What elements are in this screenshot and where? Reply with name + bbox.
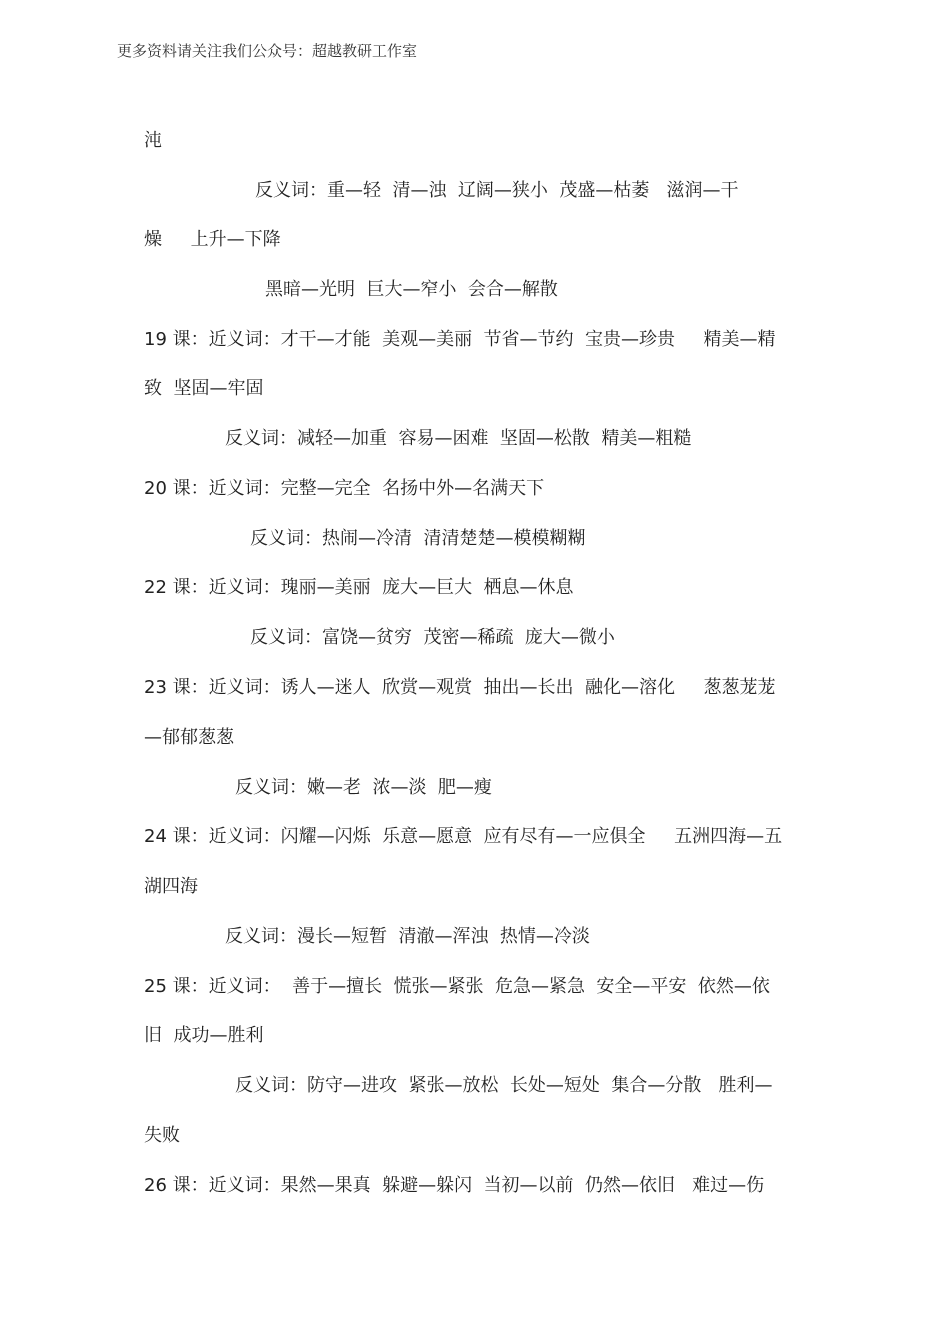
text-line: 反义词：重—轻 清—浊 辽阔—狭小 茂盛—枯萎 滋润—干 xyxy=(255,180,739,201)
text-line: 湖四海 xyxy=(144,876,198,897)
lesson-26-synonyms: 26 课：近义词：果然—果真 躲避—躲闪 当初—以前 仍然—依旧 难过—伤 xyxy=(144,1175,765,1196)
lesson-25-antonyms: 反义词：防守—进攻 紧张—放松 长处—短处 集合—分散 胜利— xyxy=(235,1075,773,1096)
lesson-22-synonyms: 22 课：近义词：瑰丽—美丽 庞大—巨大 栖息—休息 xyxy=(144,577,574,598)
lesson-24-synonyms: 24 课：近义词：闪耀—闪烁 乐意—愿意 应有尽有—一应俱全 五洲四海—五 xyxy=(144,826,783,847)
text-line: 旧 成功—胜利 xyxy=(144,1025,264,1046)
lesson-19-antonyms: 反义词：减轻—加重 容易—困难 坚固—松散 精美—粗糙 xyxy=(225,428,692,449)
text-line: 致 坚固—牢固 xyxy=(144,378,264,399)
text-line: 黑暗—光明 巨大—窄小 会合—解散 xyxy=(265,279,558,300)
text-line: —郁郁葱葱 xyxy=(144,727,234,748)
lesson-25-synonyms: 25 课：近义词： 善于—擅长 慌张—紧张 危急—紧急 安全—平安 依然—依 xyxy=(144,976,770,997)
lesson-23-antonyms: 反义词：嫩—老 浓—淡 肥—瘦 xyxy=(235,777,492,798)
lesson-20-synonyms: 20 课：近义词：完整—完全 名扬中外—名满天下 xyxy=(144,478,545,499)
text-line: 沌 xyxy=(144,130,162,151)
lesson-20-antonyms: 反义词：热闹—冷清 清清楚楚—模模糊糊 xyxy=(250,528,586,549)
lesson-24-antonyms: 反义词：漫长—短暂 清澈—浑浊 热情—冷淡 xyxy=(225,926,590,947)
lesson-23-synonyms: 23 课：近义词：诱人—迷人 欣赏—观赏 抽出—长出 融化—溶化 葱葱茏茏 xyxy=(144,677,776,698)
text-line: 失败 xyxy=(144,1125,180,1146)
page-header: 更多资料请关注我们公众号：超越教研工作室 xyxy=(117,42,418,60)
lesson-22-antonyms: 反义词：富饶—贫穷 茂密—稀疏 庞大—微小 xyxy=(250,627,615,648)
text-line: 燥 上升—下降 xyxy=(144,229,281,250)
lesson-19-synonyms: 19 课：近义词：才干—才能 美观—美丽 节省—节约 宝贵—珍贵 精美—精 xyxy=(144,329,776,350)
